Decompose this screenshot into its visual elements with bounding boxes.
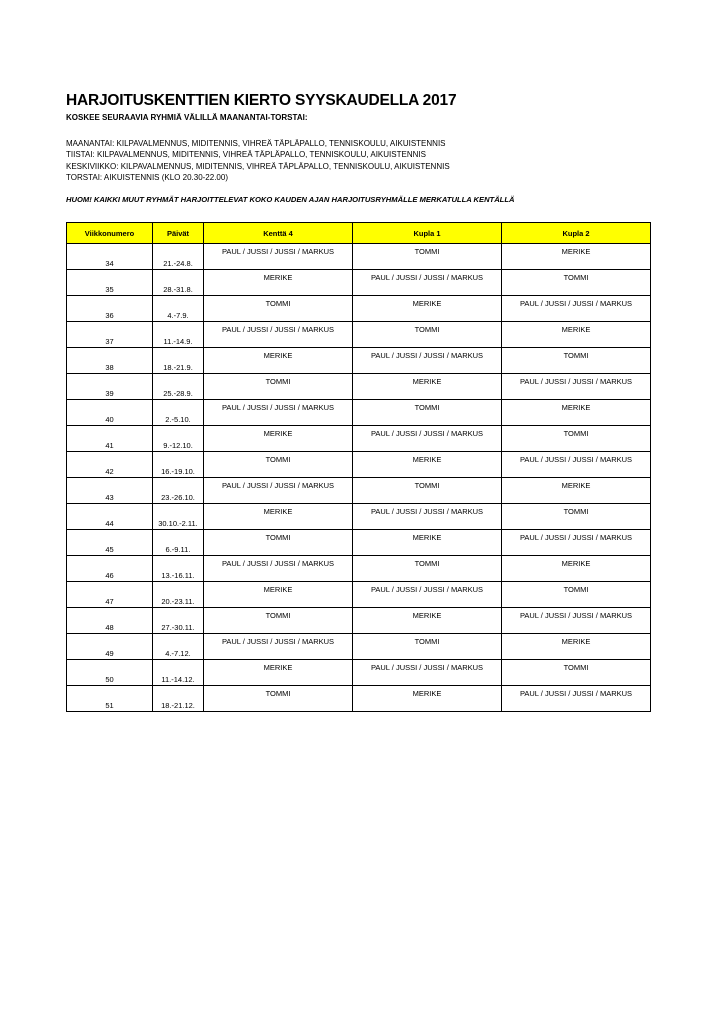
table-row bbox=[67, 660, 651, 686]
court-4-cell: PAUL / JUSSI / JUSSI / MARKUS bbox=[204, 244, 353, 270]
day-line-thursday: TORSTAI: AIKUISTENNIS (KLO 20.30-22.00) bbox=[66, 172, 228, 182]
bubble-1-cell: PAUL / JUSSI / JUSSI / MARKUS bbox=[353, 348, 502, 374]
header-bubble-1: Kupla 1 bbox=[353, 223, 502, 244]
dates-cell: 4.-7.12. bbox=[153, 634, 204, 660]
dates-cell: 6.-9.11. bbox=[153, 530, 204, 556]
bubble-2-cell: TOMMI bbox=[502, 504, 651, 530]
day-line-tuesday: TIISTAI: KILPAVALMENNUS, MIDITENNIS, VIHREÄ TÄPLÄPALLO, TENNISKOULU, AIKUISTENNIS bbox=[66, 150, 426, 160]
bubble-2-cell: TOMMI bbox=[502, 348, 651, 374]
court-4-cell: TOMMI bbox=[204, 608, 353, 634]
bubble-2-cell: MERIKE bbox=[502, 244, 651, 270]
bubble-2-cell: TOMMI bbox=[502, 582, 651, 608]
week-cell: 35 bbox=[67, 270, 153, 296]
bubble-1-cell: MERIKE bbox=[353, 608, 502, 634]
dates-cell: 18.-21.12. bbox=[153, 686, 204, 712]
week-cell: 36 bbox=[67, 296, 153, 322]
week-cell: 38 bbox=[67, 348, 153, 374]
bubble-1-cell: TOMMI bbox=[353, 634, 502, 660]
day-line-monday: MAANANTAI: KILPAVALMENNUS, MIDITENNIS, VIHREÄ TÄPLÄPALLO, TENNISKOULU, AIKUISTENNIS bbox=[66, 139, 446, 148]
dates-cell: 9.-12.10. bbox=[153, 426, 204, 452]
court-4-cell: PAUL / JUSSI / JUSSI / MARKUS bbox=[204, 322, 353, 348]
dates-cell: 25.-28.9. bbox=[153, 374, 204, 400]
dates-cell: 20.-23.11. bbox=[153, 582, 204, 608]
dates-cell: 2.-5.10. bbox=[153, 400, 204, 426]
table-row bbox=[67, 686, 651, 712]
bubble-2-cell: PAUL / JUSSI / JUSSI / MARKUS bbox=[502, 452, 651, 478]
table-row bbox=[67, 244, 651, 270]
header-dates: Päivät bbox=[153, 223, 204, 244]
day-groups bbox=[66, 138, 650, 183]
table-row bbox=[67, 296, 651, 322]
bubble-2-cell: PAUL / JUSSI / JUSSI / MARKUS bbox=[502, 296, 651, 322]
bubble-1-cell: PAUL / JUSSI / JUSSI / MARKUS bbox=[353, 582, 502, 608]
table-row bbox=[67, 452, 651, 478]
bubble-1-cell: MERIKE bbox=[353, 530, 502, 556]
court-4-cell: PAUL / JUSSI / JUSSI / MARKUS bbox=[204, 634, 353, 660]
table-row bbox=[67, 530, 651, 556]
table-row bbox=[67, 348, 651, 374]
page-title: HARJOITUSKENTTIEN KIERTO SYYSKAUDELLA 2017 bbox=[66, 92, 457, 109]
court-4-cell: MERIKE bbox=[204, 504, 353, 530]
table-row bbox=[67, 634, 651, 660]
bubble-2-cell: TOMMI bbox=[502, 426, 651, 452]
header-bubble-2: Kupla 2 bbox=[502, 223, 651, 244]
dates-cell: 11.-14.9. bbox=[153, 322, 204, 348]
header-court-4: Kenttä 4 bbox=[204, 223, 353, 244]
note-text: HUOM! KAIKKI MUUT RYHMÄT HARJOITTELEVAT KOKO KAUDEN AJAN HARJOITUSRYHMÄLLE MERKATULLA KENTÄLLÄ bbox=[66, 195, 515, 205]
week-cell: 37 bbox=[67, 322, 153, 348]
week-cell: 42 bbox=[67, 452, 153, 478]
table-row bbox=[67, 426, 651, 452]
week-cell: 41 bbox=[67, 426, 153, 452]
court-4-cell: TOMMI bbox=[204, 296, 353, 322]
bubble-1-cell: MERIKE bbox=[353, 686, 502, 712]
week-cell: 49 bbox=[67, 634, 153, 660]
week-cell: 34 bbox=[67, 244, 153, 270]
court-4-cell: PAUL / JUSSI / JUSSI / MARKUS bbox=[204, 556, 353, 582]
week-cell: 51 bbox=[67, 686, 153, 712]
bubble-2-cell: MERIKE bbox=[502, 634, 651, 660]
bubble-1-cell: PAUL / JUSSI / JUSSI / MARKUS bbox=[353, 426, 502, 452]
dates-cell: 27.-30.11. bbox=[153, 608, 204, 634]
court-4-cell: PAUL / JUSSI / JUSSI / MARKUS bbox=[204, 400, 353, 426]
bubble-1-cell: MERIKE bbox=[353, 296, 502, 322]
week-cell: 43 bbox=[67, 478, 153, 504]
dates-cell: 30.10.-2.11. bbox=[153, 504, 204, 530]
table-row bbox=[67, 556, 651, 582]
dates-cell: 21.-24.8. bbox=[153, 244, 204, 270]
week-cell: 39 bbox=[67, 374, 153, 400]
bubble-2-cell: TOMMI bbox=[502, 270, 651, 296]
week-cell: 47 bbox=[67, 582, 153, 608]
bubble-2-cell: MERIKE bbox=[502, 478, 651, 504]
bubble-1-cell: PAUL / JUSSI / JUSSI / MARKUS bbox=[353, 270, 502, 296]
table-row bbox=[67, 270, 651, 296]
bubble-2-cell: PAUL / JUSSI / JUSSI / MARKUS bbox=[502, 530, 651, 556]
week-cell: 40 bbox=[67, 400, 153, 426]
court-4-cell: MERIKE bbox=[204, 348, 353, 374]
table-row bbox=[67, 504, 651, 530]
bubble-1-cell: TOMMI bbox=[353, 244, 502, 270]
day-line-wednesday: KESKIVIIKKO: KILPAVALMENNUS, MIDITENNIS, VIHREÄ TÄPLÄPALLO, TENNISKOULU, AIKUISTENNIS bbox=[66, 161, 450, 171]
dates-cell: 16.-19.10. bbox=[153, 452, 204, 478]
bubble-2-cell: PAUL / JUSSI / JUSSI / MARKUS bbox=[502, 374, 651, 400]
bubble-1-cell: MERIKE bbox=[353, 374, 502, 400]
court-4-cell: MERIKE bbox=[204, 270, 353, 296]
bubble-1-cell: MERIKE bbox=[353, 452, 502, 478]
bubble-2-cell: PAUL / JUSSI / JUSSI / MARKUS bbox=[502, 608, 651, 634]
court-4-cell: MERIKE bbox=[204, 660, 353, 686]
header-week: Viikkonumero bbox=[67, 223, 153, 244]
table-row bbox=[67, 608, 651, 634]
bubble-2-cell: TOMMI bbox=[502, 660, 651, 686]
table-row bbox=[67, 400, 651, 426]
week-cell: 50 bbox=[67, 660, 153, 686]
page-subtitle: KOSKEE SEURAAVIA RYHMIÄ VÄLILLÄ MAANANTAI-TORSTAI: bbox=[66, 113, 308, 122]
week-cell: 46 bbox=[67, 556, 153, 582]
dates-cell: 13.-16.11. bbox=[153, 556, 204, 582]
dates-cell: 18.-21.9. bbox=[153, 348, 204, 374]
table-header-row bbox=[67, 223, 651, 244]
court-4-cell: MERIKE bbox=[204, 582, 353, 608]
week-cell: 44 bbox=[67, 504, 153, 530]
bubble-2-cell: PAUL / JUSSI / JUSSI / MARKUS bbox=[502, 686, 651, 712]
court-4-cell: TOMMI bbox=[204, 374, 353, 400]
bubble-1-cell: TOMMI bbox=[353, 400, 502, 426]
bubble-1-cell: TOMMI bbox=[353, 322, 502, 348]
court-4-cell: TOMMI bbox=[204, 686, 353, 712]
table-row bbox=[67, 478, 651, 504]
table-row bbox=[67, 582, 651, 608]
dates-cell: 28.-31.8. bbox=[153, 270, 204, 296]
dates-cell: 4.-7.9. bbox=[153, 296, 204, 322]
bubble-2-cell: MERIKE bbox=[502, 322, 651, 348]
court-4-cell: TOMMI bbox=[204, 452, 353, 478]
dates-cell: 23.-26.10. bbox=[153, 478, 204, 504]
bubble-1-cell: TOMMI bbox=[353, 556, 502, 582]
court-4-cell: MERIKE bbox=[204, 426, 353, 452]
table-row bbox=[67, 322, 651, 348]
bubble-2-cell: MERIKE bbox=[502, 556, 651, 582]
bubble-1-cell: PAUL / JUSSI / JUSSI / MARKUS bbox=[353, 660, 502, 686]
schedule-table bbox=[66, 222, 651, 712]
court-4-cell: PAUL / JUSSI / JUSSI / MARKUS bbox=[204, 478, 353, 504]
bubble-1-cell: PAUL / JUSSI / JUSSI / MARKUS bbox=[353, 504, 502, 530]
table-row bbox=[67, 374, 651, 400]
document-page bbox=[66, 92, 650, 712]
week-cell: 45 bbox=[67, 530, 153, 556]
bubble-2-cell: MERIKE bbox=[502, 400, 651, 426]
court-4-cell: TOMMI bbox=[204, 530, 353, 556]
week-cell: 48 bbox=[67, 608, 153, 634]
dates-cell: 11.-14.12. bbox=[153, 660, 204, 686]
bubble-1-cell: TOMMI bbox=[353, 478, 502, 504]
